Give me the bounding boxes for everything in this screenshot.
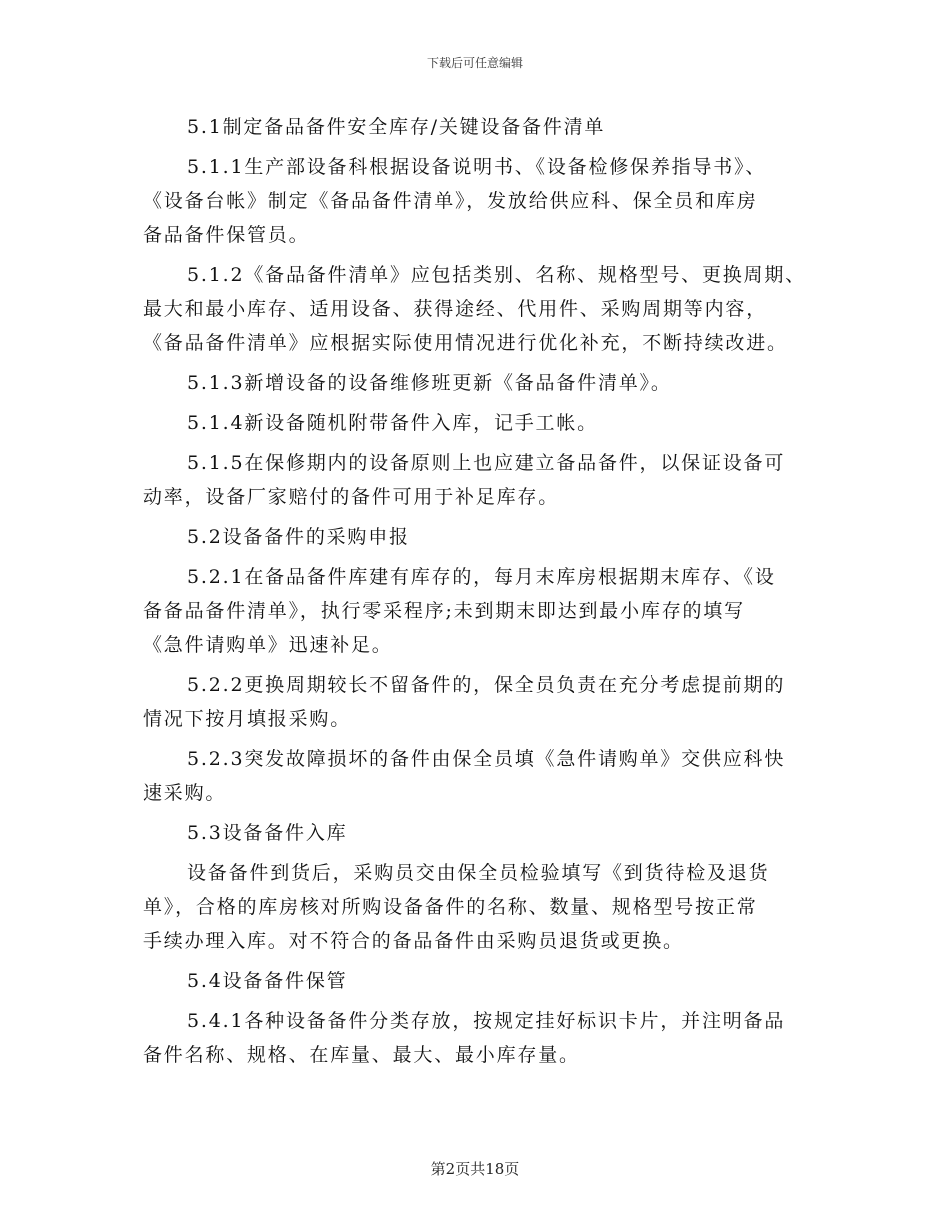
text-line: 情况下按月填报采购。: [143, 708, 352, 730]
text-line: 备备品备件清单》，执行零采程序;未到期末即达到最小库存的填写: [143, 600, 745, 622]
page-header: 下载后可任意编辑: [426, 56, 523, 70]
text-line: 《急件请购单》迅速补足。: [143, 634, 393, 656]
text-line: 5.2.1在备品备件库建有库存的，每月末库房根据期末库存、《设: [187, 566, 776, 588]
text-line: 5.2.3突发故障损坏的备件由保全员填《急件请购单》交供应科快: [187, 748, 786, 770]
text-line: 手续办理入库。对不符合的备品备件由采购员退货或更换。: [143, 930, 684, 952]
text-line: 动率，设备厂家赔付的备件可用于补足库存。: [143, 486, 560, 508]
page-footer: 第2页共18页: [430, 1160, 520, 1178]
text-line: 备件名称、规格、在库量、最大、最小库存量。: [143, 1044, 580, 1066]
document-body: [143, 110, 833, 1072]
text-line: 5.2设备备件的采购申报: [187, 526, 410, 548]
text-line: 速采购。: [143, 782, 227, 804]
text-line: 最大和最小库存、适用设备、获得途经、代用件、采购周期等内容，: [143, 298, 768, 320]
text-line: 5.2.2更换周期较长不留备件的，保全员负责在充分考虑提前期的: [187, 674, 786, 696]
text-line: 5.1.2《备品备件清单》应包括类别、名称、规格型号、更换周期、: [187, 264, 806, 286]
text-line: 5.1.5在保修期内的设备原则上也应建立备品备件，以保证设备可: [187, 452, 786, 474]
text-line: 5.1制定备品备件安全库存/关键设备备件清单: [187, 116, 606, 138]
text-line: 5.1.1生产部设备科根据设备说明书、《设备检修保养指导书》、: [187, 156, 767, 178]
text-line: 《备品备件清单》应根据实际使用情况进行优化补充，不断持续改进。: [143, 332, 788, 354]
text-line: 《设备台帐》制定《备品备件清单》，发放给供应科、保全员和库房: [143, 190, 758, 212]
text-line: 5.1.4新设备随机附带备件入库，记手工帐。: [187, 412, 598, 434]
text-line: 5.4.1各种设备备件分类存放，按规定挂好标识卡片，并注明备品: [187, 1010, 786, 1032]
text-line: 5.1.3新增设备的设备维修班更新《备品备件清单》。: [187, 372, 672, 394]
text-line: 5.4设备备件保管: [187, 970, 348, 992]
text-line: 备品备件保管员。: [143, 224, 310, 246]
text-line: 5.3设备备件入库: [187, 822, 348, 844]
text-line: 设备备件到货后，采购员交由保全员检验填写《到货待检及退货: [187, 862, 770, 884]
text-line: 单》，合格的库房核对所购设备备件的名称、数量、规格型号按正常: [143, 896, 758, 918]
